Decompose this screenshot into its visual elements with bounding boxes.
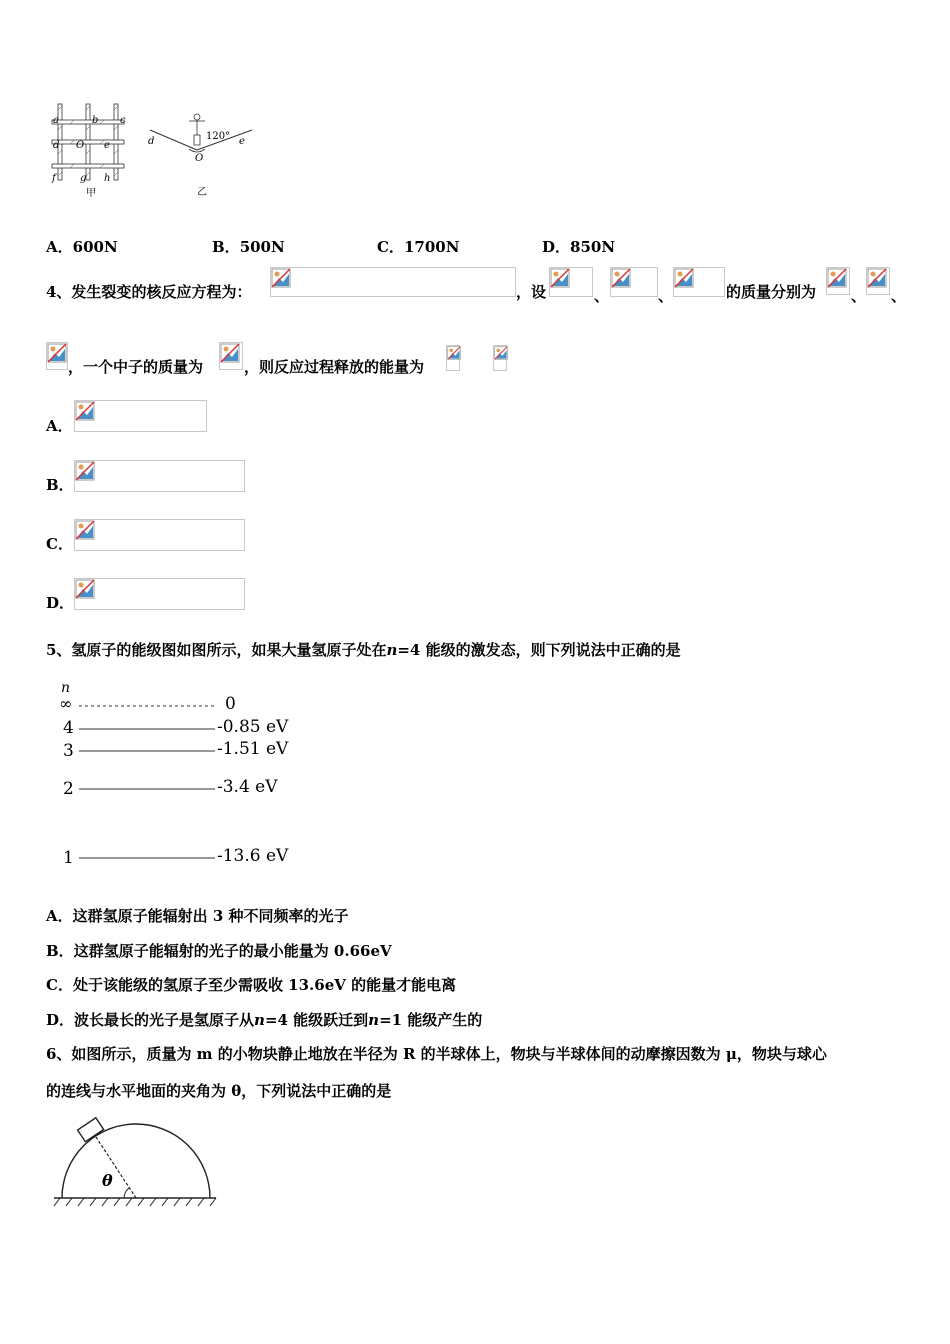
- caption-yi: 乙: [197, 187, 207, 198]
- label-d: d: [53, 140, 60, 151]
- label-o: O: [195, 153, 204, 164]
- q5-option-a[interactable]: [46, 906, 349, 926]
- q4-text-4: ，一个中子的质量为: [68, 358, 204, 376]
- q4-option-a-image[interactable]: [74, 400, 207, 432]
- q4-sep-3: 、: [851, 287, 867, 305]
- broken-image-u: [549, 267, 593, 297]
- q4-option-b-letter[interactable]: B．: [46, 476, 74, 494]
- q4-text-2: ，设: [516, 283, 547, 301]
- q5-stem-pre: 5、氢原子的能级图如图所示，如果大量氢原子处在: [46, 641, 387, 659]
- q3-option-b[interactable]: [212, 236, 285, 257]
- option-text: 850N: [570, 238, 616, 256]
- option-letter: C．: [46, 976, 73, 994]
- q4-sep-2: 、: [658, 287, 674, 305]
- q4-sep-4: 、: [891, 287, 907, 305]
- q3-option-a[interactable]: [46, 236, 118, 257]
- q5-stem-n: n: [386, 641, 398, 659]
- theta-label: θ: [102, 1171, 113, 1190]
- option-text: 600N: [72, 238, 118, 256]
- q4-option-c-image[interactable]: [74, 519, 245, 551]
- label-o: O: [76, 140, 85, 151]
- broken-image-icon: [550, 268, 570, 288]
- option-text: 1700N: [403, 238, 460, 256]
- label-b: b: [92, 115, 99, 126]
- broken-image-icon: [867, 268, 887, 288]
- option-text-pre: 波长最长的光子是氢原子从: [74, 1011, 255, 1029]
- broken-image-m2: [866, 267, 890, 295]
- figure-jia: [48, 100, 138, 200]
- q4-option-a-letter[interactable]: A．: [46, 417, 73, 435]
- broken-image-icon: [674, 268, 694, 288]
- level-inf-n: ∞: [59, 694, 73, 713]
- broken-image-equation: [270, 267, 516, 297]
- broken-image-icon: [447, 346, 461, 360]
- level-1-n: 1: [63, 848, 74, 868]
- broken-image-m3: [46, 342, 68, 370]
- level-3-energy: -1.51 eV: [217, 739, 289, 759]
- level-lines: [55, 680, 295, 870]
- broken-image-icon: [75, 401, 95, 421]
- q5-option-c[interactable]: [46, 975, 456, 995]
- level-2-n: 2: [63, 779, 74, 799]
- option-letter: A．: [46, 238, 73, 256]
- hemisphere-diagram: [50, 1112, 220, 1212]
- option-letter: D．: [46, 1011, 75, 1029]
- broken-image-icon: [75, 520, 95, 540]
- q4-text-1: 4、发生裂变的核反应方程为：: [46, 283, 252, 301]
- hemisphere-svg: [50, 1112, 220, 1212]
- q4-text-5: ，则反应过程释放的能量为: [244, 358, 425, 376]
- caption-jia: 甲: [86, 188, 96, 199]
- figure-yi: [145, 105, 260, 200]
- broken-image-icon: [220, 343, 240, 363]
- level-4-energy: -0.85 eV: [217, 717, 289, 737]
- option-text-post: =1 能级产生的: [379, 1011, 483, 1029]
- energy-level-diagram: [55, 680, 295, 870]
- level-4-n: 4: [63, 718, 74, 738]
- q5-stem-post: =4 能级的激发态，则下列说法中正确的是: [397, 641, 681, 659]
- angle-label: 120°: [206, 131, 231, 142]
- broken-image-icon: [75, 579, 95, 599]
- broken-image-icon: [47, 343, 67, 363]
- q4-option-b-image[interactable]: [74, 460, 245, 492]
- label-a: a: [53, 115, 59, 126]
- q3-option-d[interactable]: [542, 236, 615, 257]
- q5-option-d[interactable]: [46, 1010, 482, 1030]
- option-letter: C．: [377, 238, 404, 256]
- broken-image-icon: [271, 268, 291, 288]
- n-axis-label: n: [61, 680, 71, 696]
- broken-image-kr: [673, 267, 725, 297]
- option-text-mid: =4 能级跃迁到: [264, 1011, 369, 1029]
- q6-stem-line1: 6、如图所示，质量为 m 的小物块静止地放在半径为 R 的半球体上，物块与半球体间的动摩擦因数为 μ，物块与球心: [46, 1045, 827, 1063]
- label-e: e: [239, 136, 245, 147]
- q5-option-b[interactable]: [46, 941, 392, 961]
- broken-image-e1: [446, 345, 460, 371]
- q4-text-3: 的质量分别为: [726, 283, 817, 301]
- label-d: d: [148, 136, 155, 147]
- broken-image-ba: [610, 267, 658, 297]
- q4-option-d-image[interactable]: [74, 578, 245, 610]
- option-letter: B．: [46, 942, 74, 960]
- label-f: f: [52, 173, 56, 184]
- level-inf-energy: 0: [225, 694, 236, 714]
- q5-stem: [46, 640, 681, 660]
- label-e: e: [104, 140, 110, 151]
- label-c: c: [120, 115, 126, 126]
- q4-option-d-letter[interactable]: D．: [46, 594, 75, 612]
- broken-image-e2: [493, 345, 507, 371]
- level-1-energy: -13.6 eV: [217, 846, 289, 866]
- option-letter: B．: [212, 238, 240, 256]
- block: [78, 1118, 104, 1142]
- broken-image-icon: [827, 268, 847, 288]
- q4-option-c-letter[interactable]: C．: [46, 535, 73, 553]
- broken-image-icon: [494, 346, 508, 360]
- q6-stem-line2: 的连线与水平地面的夹角为 θ，下列说法中正确的是: [46, 1082, 392, 1100]
- broken-image-icon: [611, 268, 631, 288]
- level-2-energy: -3.4 eV: [217, 777, 278, 797]
- option-letter: A．: [46, 907, 73, 925]
- option-n2: n: [368, 1011, 380, 1029]
- broken-image-icon: [75, 461, 95, 481]
- q3-option-c[interactable]: [377, 236, 459, 257]
- option-n1: n: [254, 1011, 265, 1029]
- q4-sep-1: 、: [594, 287, 610, 305]
- option-text: 这群氢原子能辐射的光子的最小能量为 0.66eV: [73, 942, 392, 960]
- label-g: g: [80, 173, 87, 184]
- option-text: 这群氢原子能辐射出 3 种不同频率的光子: [72, 907, 349, 925]
- option-letter: D．: [542, 238, 571, 256]
- broken-image-mn: [219, 342, 243, 370]
- level-3-n: 3: [63, 741, 74, 761]
- broken-image-m1: [826, 267, 850, 295]
- option-text: 处于该能级的氢原子至少需吸收 13.6eV 的能量才能电离: [72, 976, 457, 994]
- label-h: h: [104, 173, 111, 184]
- option-text: 500N: [239, 238, 285, 256]
